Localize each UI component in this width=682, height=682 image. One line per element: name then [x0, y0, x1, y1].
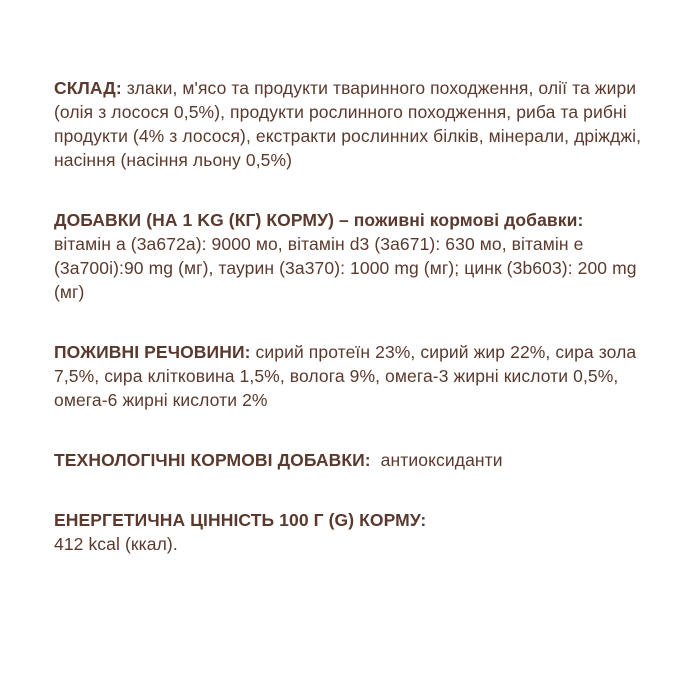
additives-section — [54, 208, 644, 304]
ingredients-panel — [54, 76, 644, 592]
nutrients-label: ПОЖИВНІ РЕЧОВИНИ: — [54, 342, 251, 362]
additives-text: вітамін а (3а672а): 9000 мо, вітамін d3 (3а671): 630 мо, вітамін е (3а700і):90 mg (мг), таурин (3а370): 1000 mg (мг); цинк (3b603): 200 mg (мг) — [54, 234, 637, 302]
energy-value-text: 412 kcal (ккал). — [54, 534, 178, 554]
nutrients-text: сирий протеїн 23%, сирий жир 22%, сира зола 7,5%, сира клітковина 1,5%, волога 9%, омега-3 жирні кислоти 0,5%, омега-6 жирні кислоти 2% — [54, 342, 637, 410]
energy-value-section — [54, 508, 644, 556]
composition-section — [54, 76, 644, 172]
technological-additives-section — [54, 448, 644, 472]
composition-text: злаки, м'ясо та продукти тваринного походження, олії та жири (олія з лосося 0,5%), продукти рослинного походження, риба та рибні продукти (4% з лосося), екстракти рослинних білків, мінерали, дріжджі, насіння (насіння льону 0,5%) — [54, 78, 642, 170]
additives-label: ДОБАВКИ (НА 1 KG (КГ) КОРМУ) – поживні кормові добавки: — [54, 210, 584, 230]
composition-label: СКЛАД: — [54, 78, 122, 98]
nutrients-section — [54, 340, 644, 412]
energy-value-label: ЕНЕРГЕТИЧНА ЦІННІСТЬ 100 Г (G) КОРМУ: — [54, 510, 427, 530]
technological-additives-label: ТЕХНОЛОГІЧНІ КОРМОВІ ДОБАВКИ: — [54, 450, 371, 470]
technological-additives-text: антиоксиданти — [370, 450, 503, 470]
